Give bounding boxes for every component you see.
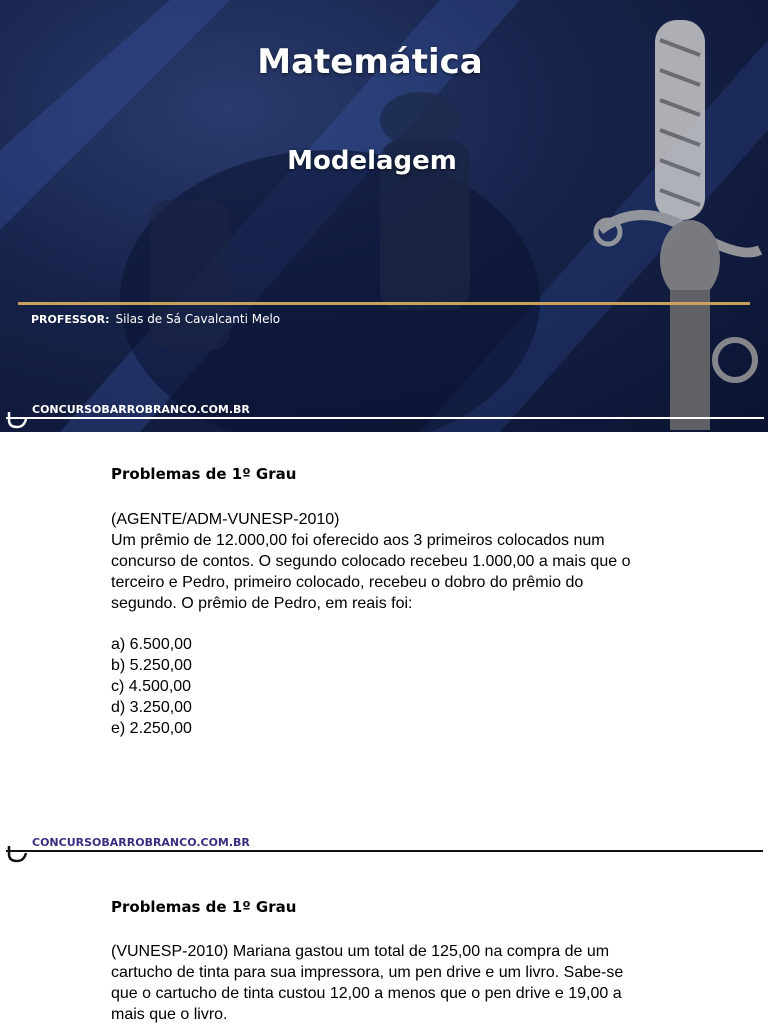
problem-source: (AGENTE/ADM-VUNESP-2010) [111,511,340,528]
problem-line: Um prêmio de 12.000,00 foi oferecido aos 3 primeiros colocados num [111,532,605,549]
cover-subtitle: Modelagem [287,146,457,176]
option-a: a) 6.500,00 [111,636,192,653]
problem-section-2 [111,898,711,916]
problem-statement-2 [111,941,711,1025]
option-e: e) 2.250,00 [111,720,192,737]
problem-line: mais que o livro. [111,1006,228,1023]
section-heading: Problemas de 1º Grau [111,898,297,916]
page-divider [6,850,763,852]
option-d: d) 3.250,00 [111,699,192,716]
sword-hook-icon [6,410,32,430]
section-heading: Problemas de 1º Grau [111,465,297,483]
problem-statement-1 [111,509,711,614]
brand-url: CONCURSOBARROBRANCO.COM.BR [32,403,250,416]
problem-line: terceiro e Pedro, primeiro colocado, recebeu o dobro do prêmio do [111,574,584,591]
professor-name: Silas de Sá Cavalcanti Melo [115,312,281,326]
cover-underline [6,417,764,419]
sword-hook-icon [6,844,32,864]
option-b: b) 5.250,00 [111,657,192,674]
gold-divider [18,302,750,305]
answer-options [111,634,711,739]
problem-line: que o cartucho de tinta custou 12,00 a menos que o pen drive e 19,00 a [111,985,622,1002]
problem-line: cartucho de tinta para sua impressora, um pen drive e um livro. Sabe-se [111,964,624,981]
problem-line: segundo. O prêmio de Pedro, em reais foi: [111,595,413,612]
problem-line: concurso de contos. O segundo colocado recebeu 1.000,00 a mais que o [111,553,631,570]
cover-title: Matemática [257,42,483,82]
cover-slide [0,0,768,432]
brand-url: CONCURSOBARROBRANCO.COM.BR [32,836,250,849]
professor-label: PROFESSOR: [31,313,110,326]
problem-line: (VUNESP-2010) Mariana gastou um total de 125,00 na compra de um [111,943,610,960]
problem-section-1 [111,465,711,483]
professor-credit [31,312,280,326]
option-c: c) 4.500,00 [111,678,192,695]
